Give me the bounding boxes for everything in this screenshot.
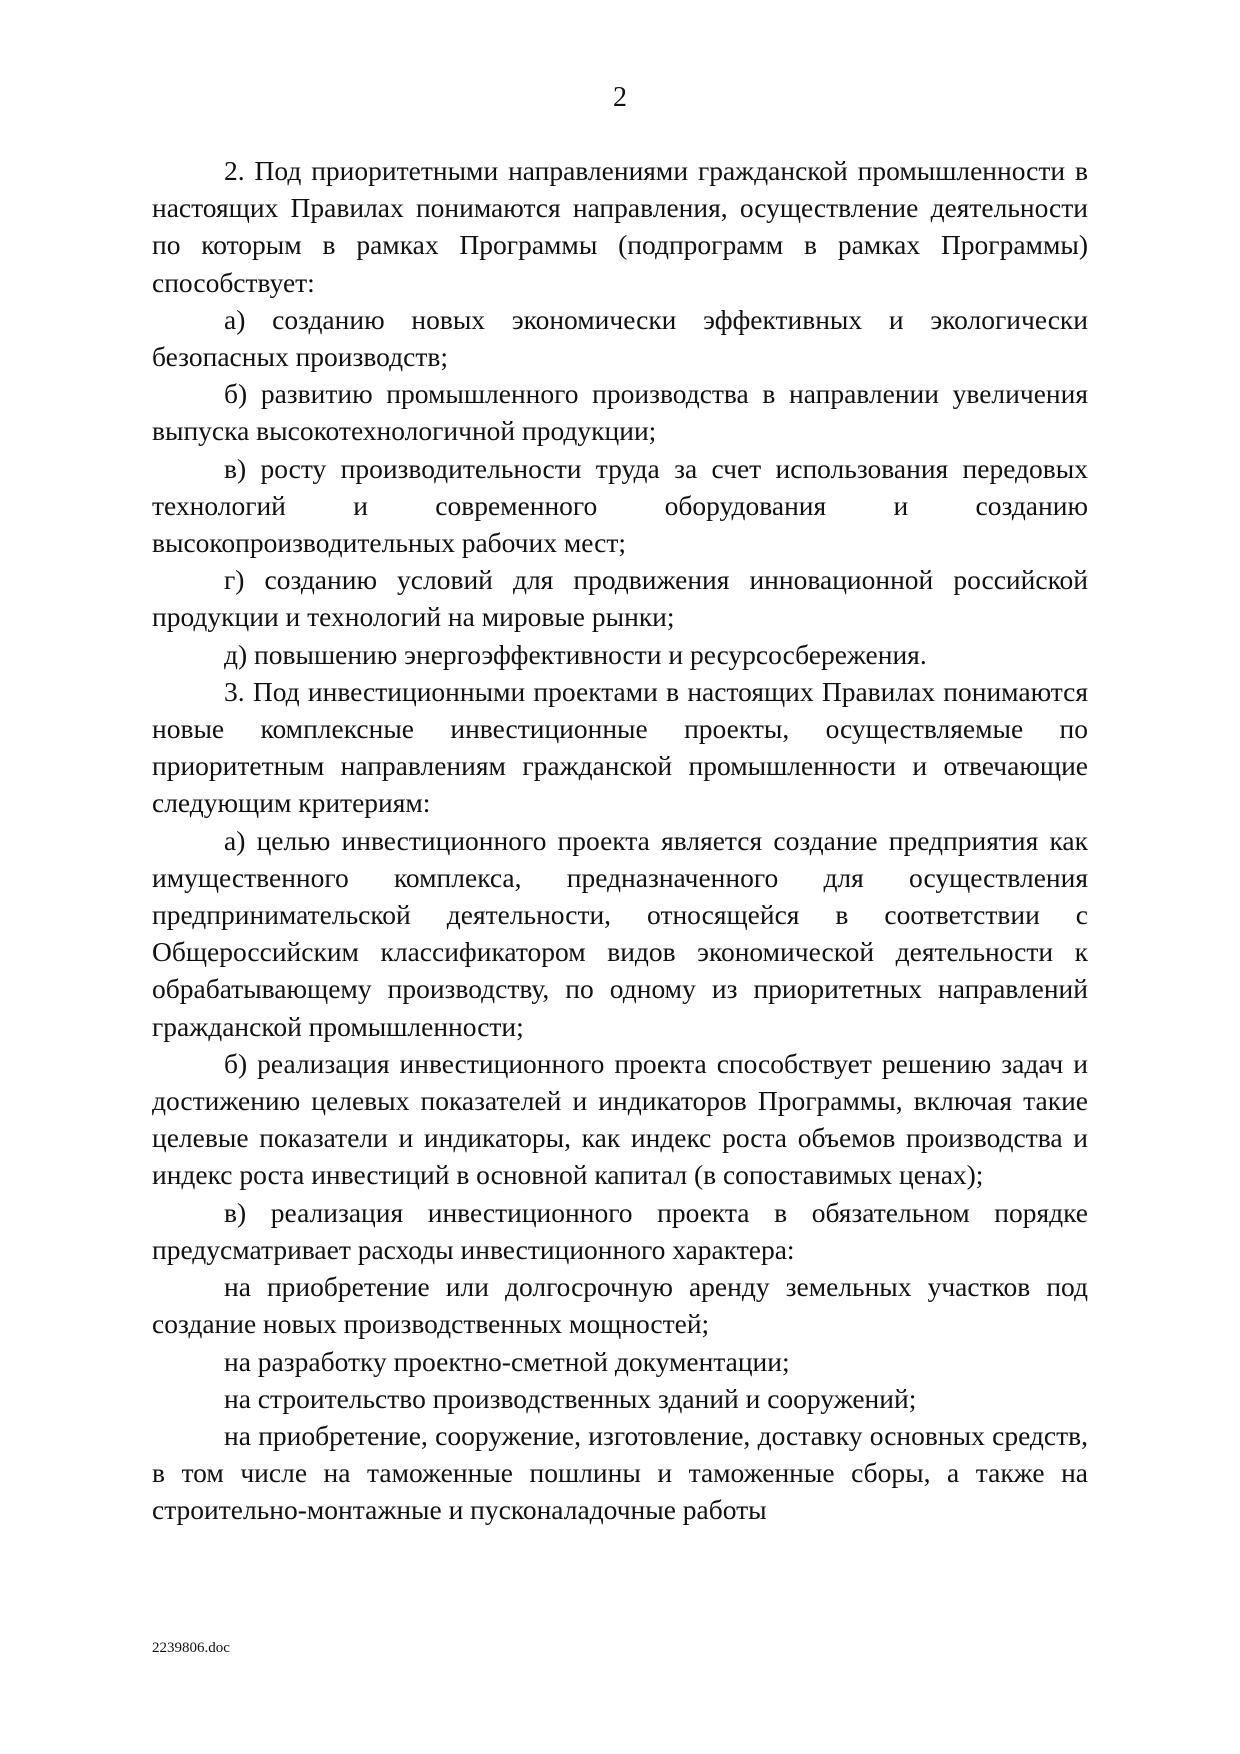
expense-item-fixed-assets: на приобретение, сооружение, изготовление, доставку основных средств, в том числе на таможенные пошлины и таможенные сборы, а также на строительно-монтажные и пусконаладочные работы [152,1419,1088,1526]
paragraph-3-intro: 3. Под инвестиционными проектами в настоящих Правилах понимаются новые комплексные инвестиционные проекты, осуществляемые по приоритетным направлениям гражданской промышленности и отвечающие следующим критериям: [152,675,1088,819]
expense-item-construction: на строительство производственных зданий и сооружений; [224,1382,917,1414]
paragraph-3b: б) реализация инвестиционного проекта способствует решению задач и достижению целевых показателей и индикаторов Программы, включая такие целевые показатели и индикаторы, как индекс роста объемов производства и индекс роста инвестиций в основной капитал (в сопоставимых ценах); [152,1047,1088,1191]
paragraph-2a: а) созданию новых экономически эффективных и экологически безопасных производств; [152,303,1088,373]
paragraph-3v: в) реализация инвестиционного проекта в обязательном порядке предусматривает расходы инвестиционного характера: [152,1196,1088,1265]
footer-filename: 2239806.doc [152,1640,230,1656]
paragraph-2-intro: 2. Под приоритетными направлениями гражданской промышленности в настоящих Правилах понимаются направления, осуществление деятельности по которым в рамках Программы (подпрограмм в рамках Программы) способствует: [152,155,1088,298]
paragraph-2g: г) созданию условий для продвижения инновационной российской продукции и технологий на мировые рынки; [152,564,1088,633]
paragraph-2d: д) повышению энергоэффективности и ресурсосбережения. [224,638,927,670]
paragraph-3a: а) целью инвестиционного проекта является создание предприятия как имущественного комплекса, предназначенного для осуществления предпринимательской деятельности, относящейся в соответствии с Общероссийским классификатором видов экономической деятельности к обрабатывающему производству, по одному из приоритетных направлений гражданской промышленности; [152,824,1088,1042]
expense-item-design-docs: на разработку проектно-сметной документации; [224,1345,790,1377]
page-number: 2 [613,82,627,113]
expense-item-land: на приобретение или долгосрочную аренду земельных участков под создание новых производственных мощностей; [152,1271,1088,1340]
paragraph-2b: б) развитию промышленного производства в направлении увеличения выпуска высокотехнологичной продукции; [152,378,1088,447]
document-body [152,152,1088,1529]
paragraph-2v: в) росту производительности труда за счет использования передовых технологий и современного оборудования и созданию высокопроизводительных рабочих мест; [152,452,1088,559]
